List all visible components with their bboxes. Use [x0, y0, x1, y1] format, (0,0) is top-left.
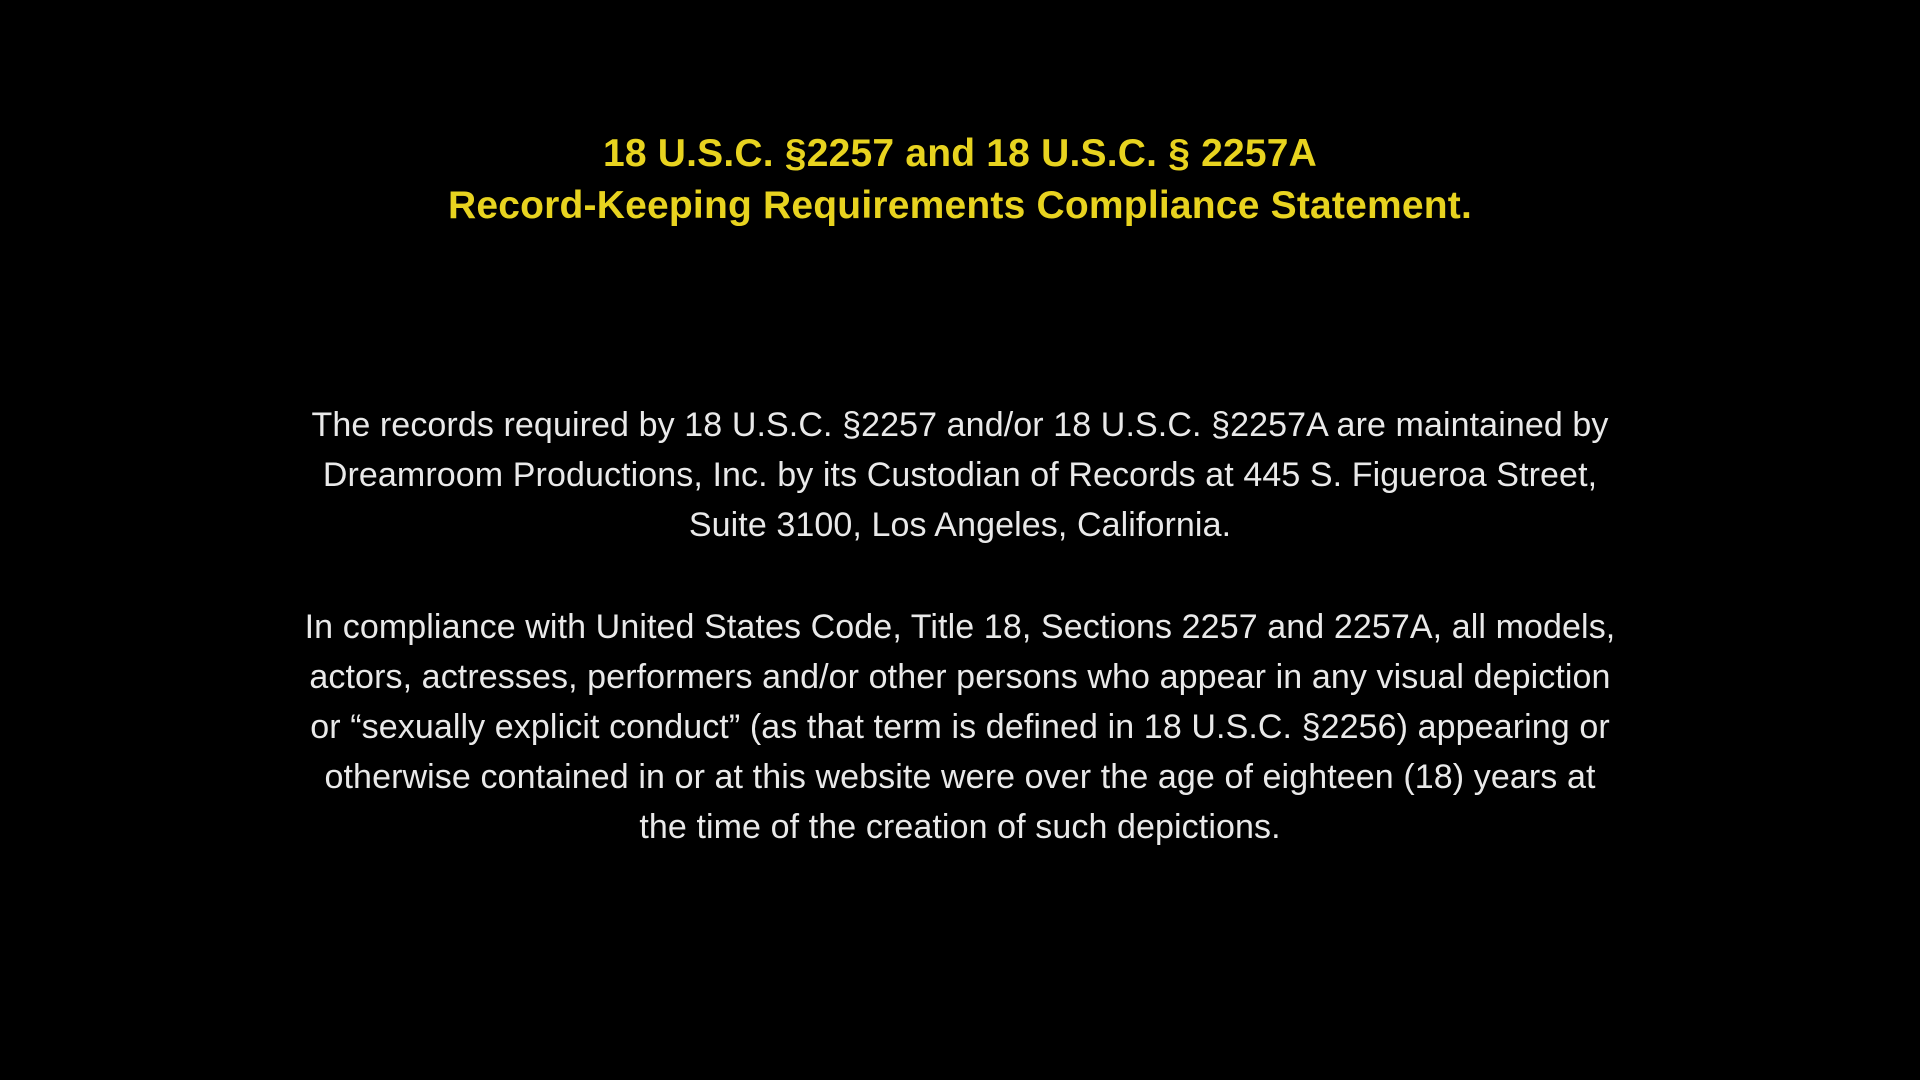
paragraph-line: the time of the creation of such depictions. — [639, 808, 1281, 846]
paragraph-line: Suite 3100, Los Angeles, California. — [688, 506, 1232, 544]
paragraph-line: In compliance with United States Code, Title 18, Sections 2257 and 2257A, all models, — [304, 608, 1616, 646]
content-column — [260, 0, 1660, 852]
paragraph-line: Dreamroom Productions, Inc. by its Custodian of Records at 445 S. Figueroa Street, — [322, 456, 1598, 494]
statement-body — [260, 400, 1660, 852]
paragraph-line: or “sexually explicit conduct” (as that term is defined in 18 U.S.C. §2256) appearing or — [310, 708, 1610, 746]
title-line-statement: Record-Keeping Requirements Compliance Statement. — [447, 184, 1472, 227]
custodian-paragraph — [260, 400, 1660, 550]
age-compliance-paragraph — [260, 602, 1660, 852]
paragraph-line: actors, actresses, performers and/or other persons who appear in any visual depiction — [309, 658, 1611, 696]
paragraph-line: otherwise contained in or at this website were over the age of eighteen (18) years at — [324, 758, 1596, 796]
paragraph-line: The records required by 18 U.S.C. §2257 and/or 18 U.S.C. §2257A are maintained by — [311, 406, 1609, 444]
title-line-statutes: 18 U.S.C. §2257 and 18 U.S.C. § 2257A — [602, 132, 1318, 175]
page-title — [260, 0, 1660, 232]
